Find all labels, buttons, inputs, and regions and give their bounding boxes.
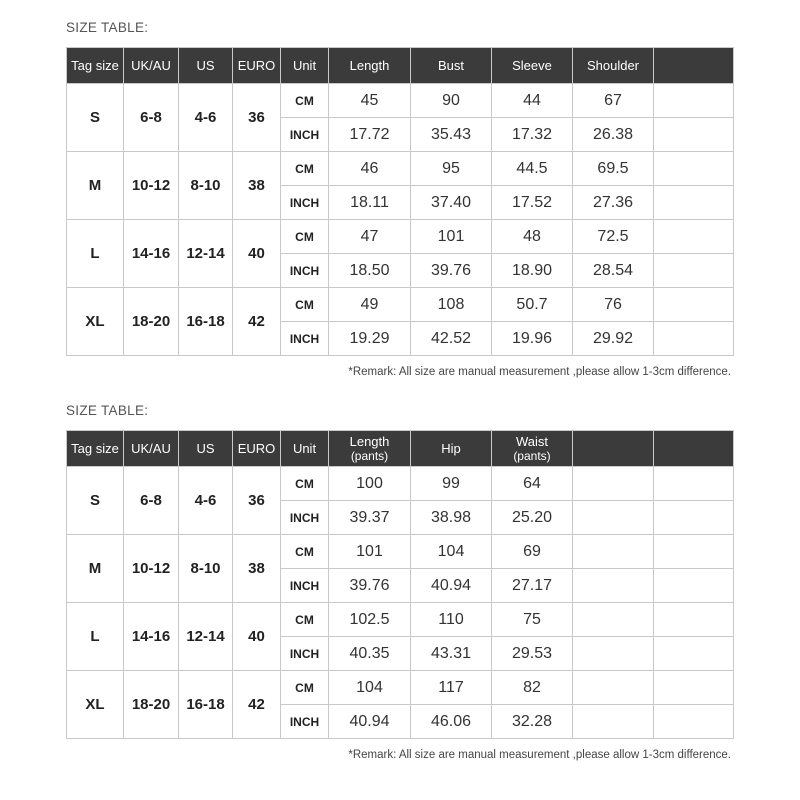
value-cell: 27.17	[492, 569, 573, 603]
size-euro-cell: 40	[233, 220, 281, 288]
value-cell: 17.72	[329, 118, 411, 152]
value-cell: 95	[411, 152, 492, 186]
value-cell	[573, 705, 654, 739]
value-cell: 38.98	[411, 501, 492, 535]
column-header	[124, 48, 179, 84]
value-cell	[573, 671, 654, 705]
value-cell: 69.5	[573, 152, 654, 186]
size-tag-cell: S	[67, 84, 124, 152]
size-euro-cell: 42	[233, 671, 281, 739]
column-header	[654, 431, 734, 467]
size-us-cell: 16-18	[179, 288, 233, 356]
value-cell: 42.52	[411, 322, 492, 356]
column-header-label: Bust	[437, 57, 464, 73]
header-row	[67, 48, 734, 84]
value-cell: 39.37	[329, 501, 411, 535]
column-header	[233, 431, 281, 467]
table-row	[67, 288, 734, 322]
value-cell: 99	[411, 467, 492, 501]
value-cell	[654, 322, 734, 356]
value-cell: 50.7	[492, 288, 573, 322]
size-tag-cell: M	[67, 152, 124, 220]
value-cell	[573, 637, 654, 671]
column-header-sublabel: (pants)	[350, 448, 389, 463]
unit-cell: INCH	[281, 322, 329, 356]
value-cell	[654, 569, 734, 603]
size-table	[66, 47, 734, 356]
value-cell: 35.43	[411, 118, 492, 152]
size-uk-cell: 14-16	[124, 603, 179, 671]
column-header	[654, 48, 734, 84]
column-header-label: US	[196, 57, 215, 73]
unit-cell: CM	[281, 288, 329, 322]
section-title: SIZE TABLE:	[66, 403, 149, 418]
column-header	[329, 431, 411, 467]
value-cell	[654, 84, 734, 118]
table-row	[67, 152, 734, 186]
value-cell	[654, 467, 734, 501]
size-us-cell: 12-14	[179, 220, 233, 288]
size-uk-cell: 10-12	[124, 535, 179, 603]
column-header-label: Length	[349, 433, 390, 449]
size-euro-cell: 38	[233, 535, 281, 603]
value-cell: 29.53	[492, 637, 573, 671]
unit-cell: INCH	[281, 705, 329, 739]
unit-cell: INCH	[281, 254, 329, 288]
value-cell: 49	[329, 288, 411, 322]
column-header-label: Tag size	[71, 440, 119, 456]
size-us-cell: 12-14	[179, 603, 233, 671]
unit-cell: INCH	[281, 569, 329, 603]
size-uk-cell: 6-8	[124, 467, 179, 535]
size-table-section-2	[66, 402, 734, 761]
value-cell: 32.28	[492, 705, 573, 739]
remark: *Remark: All size are manual measurement ,please allow 1-3cm difference.	[348, 366, 731, 378]
size-euro-cell: 36	[233, 84, 281, 152]
value-cell: 117	[411, 671, 492, 705]
size-tag-cell: XL	[67, 288, 124, 356]
value-cell: 39.76	[411, 254, 492, 288]
value-cell: 18.11	[329, 186, 411, 220]
column-header	[411, 48, 492, 84]
unit-cell: CM	[281, 603, 329, 637]
value-cell	[654, 254, 734, 288]
value-cell: 25.20	[492, 501, 573, 535]
column-header-label: UK/AU	[131, 57, 171, 73]
value-cell: 67	[573, 84, 654, 118]
value-cell: 40.35	[329, 637, 411, 671]
size-tag-cell: L	[67, 603, 124, 671]
column-header	[67, 431, 124, 467]
column-header	[67, 48, 124, 84]
value-cell	[654, 152, 734, 186]
unit-cell: INCH	[281, 118, 329, 152]
unit-cell: CM	[281, 671, 329, 705]
unit-cell: CM	[281, 220, 329, 254]
size-us-cell: 16-18	[179, 671, 233, 739]
value-cell: 64	[492, 467, 573, 501]
value-cell	[573, 467, 654, 501]
remark: *Remark: All size are manual measurement ,please allow 1-3cm difference.	[348, 749, 731, 761]
column-header	[492, 431, 573, 467]
size-tag-cell: XL	[67, 671, 124, 739]
value-cell: 47	[329, 220, 411, 254]
unit-cell: INCH	[281, 637, 329, 671]
size-us-cell: 4-6	[179, 84, 233, 152]
value-cell	[654, 535, 734, 569]
value-cell	[654, 671, 734, 705]
value-cell: 72.5	[573, 220, 654, 254]
column-header-label: Sleeve	[512, 57, 552, 73]
size-uk-cell: 18-20	[124, 288, 179, 356]
column-header-sublabel: (pants)	[513, 448, 551, 463]
value-cell: 37.40	[411, 186, 492, 220]
size-table-section-1	[66, 19, 734, 378]
value-cell	[573, 535, 654, 569]
size-uk-cell: 18-20	[124, 671, 179, 739]
column-header-label: Length	[349, 57, 390, 73]
value-cell: 18.50	[329, 254, 411, 288]
size-tag-cell: M	[67, 535, 124, 603]
value-cell: 17.32	[492, 118, 573, 152]
value-cell	[654, 637, 734, 671]
table-row	[67, 671, 734, 705]
column-header-label: Unit	[292, 57, 317, 73]
size-us-cell: 4-6	[179, 467, 233, 535]
unit-cell: CM	[281, 535, 329, 569]
unit-cell: CM	[281, 84, 329, 118]
value-cell: 26.38	[573, 118, 654, 152]
value-cell: 104	[411, 535, 492, 569]
column-header	[179, 48, 233, 84]
size-us-cell: 8-10	[179, 152, 233, 220]
column-header-label: US	[196, 440, 215, 456]
value-cell	[654, 186, 734, 220]
value-cell: 104	[329, 671, 411, 705]
value-cell: 44.5	[492, 152, 573, 186]
column-header	[411, 431, 492, 467]
value-cell	[654, 288, 734, 322]
value-cell: 45	[329, 84, 411, 118]
value-cell: 46.06	[411, 705, 492, 739]
unit-cell: INCH	[281, 501, 329, 535]
column-header	[233, 48, 281, 84]
value-cell: 82	[492, 671, 573, 705]
table-row	[67, 603, 734, 637]
value-cell	[654, 220, 734, 254]
column-header	[179, 431, 233, 467]
value-cell: 90	[411, 84, 492, 118]
size-tag-cell: S	[67, 467, 124, 535]
value-cell: 102.5	[329, 603, 411, 637]
column-header-label: Tag size	[71, 57, 119, 73]
table-row	[67, 220, 734, 254]
size-us-cell: 8-10	[179, 535, 233, 603]
column-header	[573, 431, 654, 467]
value-cell: 48	[492, 220, 573, 254]
value-cell: 19.29	[329, 322, 411, 356]
value-cell: 40.94	[411, 569, 492, 603]
value-cell: 76	[573, 288, 654, 322]
column-header-label: EURO	[237, 57, 276, 73]
value-cell: 75	[492, 603, 573, 637]
value-cell: 39.76	[329, 569, 411, 603]
size-euro-cell: 38	[233, 152, 281, 220]
header-row	[67, 431, 734, 467]
size-uk-cell: 6-8	[124, 84, 179, 152]
column-header-label: Hip	[441, 440, 461, 456]
section-title: SIZE TABLE:	[66, 20, 149, 35]
size-uk-cell: 10-12	[124, 152, 179, 220]
value-cell: 28.54	[573, 254, 654, 288]
value-cell: 40.94	[329, 705, 411, 739]
column-header	[492, 48, 573, 84]
value-cell	[573, 501, 654, 535]
column-header-label: EURO	[237, 440, 276, 456]
value-cell	[573, 569, 654, 603]
size-euro-cell: 42	[233, 288, 281, 356]
value-cell: 101	[329, 535, 411, 569]
column-header-label: Shoulder	[586, 57, 640, 73]
column-header	[573, 48, 654, 84]
value-cell: 100	[329, 467, 411, 501]
size-table	[66, 430, 734, 739]
size-euro-cell: 36	[233, 467, 281, 535]
value-cell: 101	[411, 220, 492, 254]
value-cell: 44	[492, 84, 573, 118]
table-row	[67, 535, 734, 569]
column-header	[281, 431, 329, 467]
value-cell: 18.90	[492, 254, 573, 288]
value-cell	[654, 501, 734, 535]
value-cell	[654, 118, 734, 152]
value-cell: 46	[329, 152, 411, 186]
value-cell: 27.36	[573, 186, 654, 220]
value-cell: 19.96	[492, 322, 573, 356]
column-header-label: Waist	[515, 433, 549, 449]
value-cell: 43.31	[411, 637, 492, 671]
value-cell	[654, 603, 734, 637]
unit-cell: INCH	[281, 186, 329, 220]
value-cell: 110	[411, 603, 492, 637]
column-header-label: UK/AU	[131, 440, 171, 456]
table-row	[67, 467, 734, 501]
value-cell: 29.92	[573, 322, 654, 356]
size-tag-cell: L	[67, 220, 124, 288]
value-cell: 108	[411, 288, 492, 322]
column-header	[329, 48, 411, 84]
size-uk-cell: 14-16	[124, 220, 179, 288]
value-cell: 69	[492, 535, 573, 569]
column-header-label: Unit	[292, 440, 317, 456]
size-euro-cell: 40	[233, 603, 281, 671]
column-header	[281, 48, 329, 84]
column-header	[124, 431, 179, 467]
value-cell	[573, 603, 654, 637]
table-row	[67, 84, 734, 118]
unit-cell: CM	[281, 152, 329, 186]
unit-cell: CM	[281, 467, 329, 501]
value-cell: 17.52	[492, 186, 573, 220]
value-cell	[654, 705, 734, 739]
